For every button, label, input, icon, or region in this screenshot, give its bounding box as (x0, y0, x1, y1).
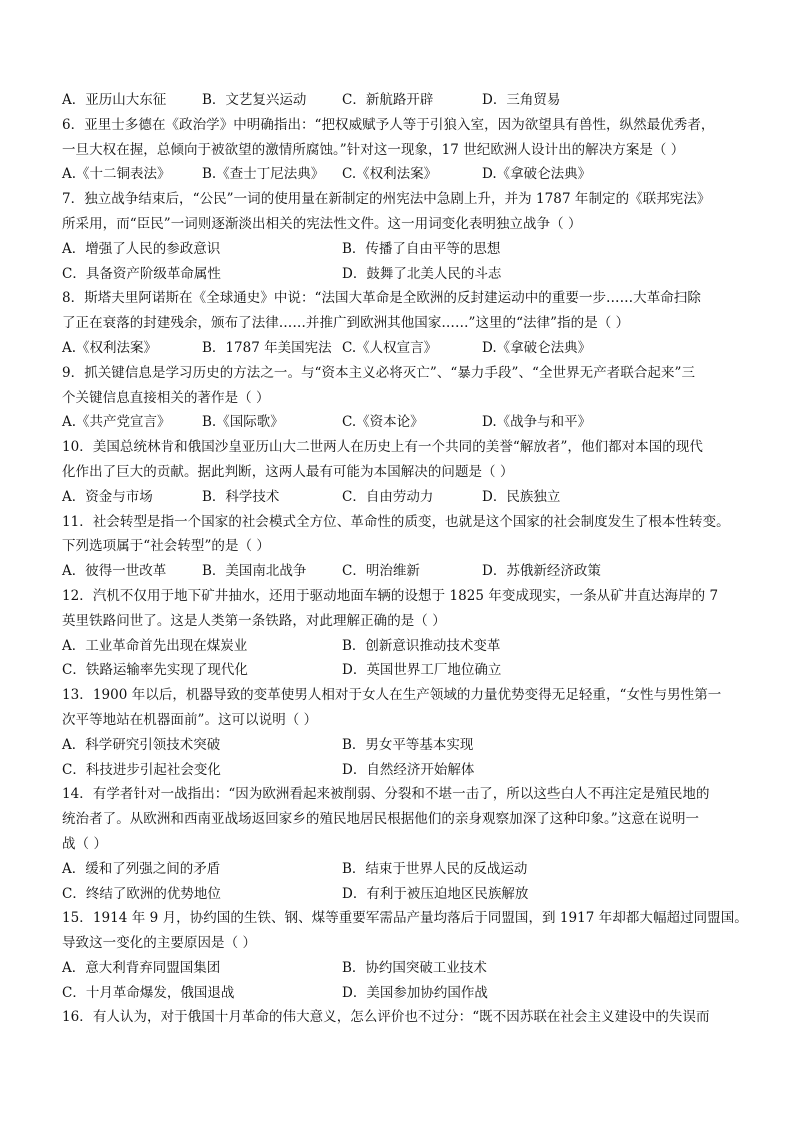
q5-option-a[interactable]: A．亚历山大东征 (62, 92, 167, 108)
q13-options-row-2 (62, 758, 742, 783)
q9-option-a[interactable]: A.《共产党宣言》 (62, 414, 171, 431)
q6-options (62, 162, 742, 187)
q7-stem-line-1: 7．独立战争结束后，“公民”一词的使用量在新制定的州宪法中急剧上升，并为 1787 年制定的《联邦宪法》 (62, 191, 711, 208)
q9-option-c[interactable]: C.《资本论》 (342, 414, 424, 431)
q14-options-row-2 (62, 882, 742, 907)
question-7 (62, 187, 742, 286)
q10-option-a[interactable]: A．资金与市场 (62, 488, 153, 505)
q7-option-b[interactable]: B．传播了自由平等的思想 (342, 240, 501, 257)
q8-options (62, 336, 742, 361)
q7-option-d[interactable]: D．鼓舞了北美人民的斗志 (342, 265, 502, 282)
q14-stem-line-2: 统治者了。从欧洲和西南亚战场返回家乡的殖民地居民根据他们的亲身观察加深了这种印象。”这意在说明一 (62, 811, 700, 828)
q9-option-b[interactable]: B.《国际歌》 (202, 414, 284, 431)
q12-option-a[interactable]: A．工业革命首先出现在煤炭业 (62, 637, 248, 654)
q13-stem-line-2: 次平等地站在机器面前”。这可以说明（ ） (62, 711, 318, 728)
q7-options-row-1 (62, 237, 742, 262)
q7-options-row-2 (62, 262, 742, 287)
q14-option-c[interactable]: C．终结了欧洲的优势地位 (62, 885, 221, 902)
question-14 (62, 782, 742, 906)
q13-option-c[interactable]: C．科技进步引起社会变化 (62, 761, 221, 778)
q8-option-b[interactable]: B．1787 年美国宪法 (202, 339, 332, 356)
q7-stem-line-2: 所采用，而“臣民”一词则逐渐淡出相关的宪法性文件。这一用词变化表明独立战争（ ） (62, 215, 582, 232)
q11-stem-line-2: 下列选项属于“社会转型”的是（ ） (62, 538, 270, 555)
question-12 (62, 584, 742, 683)
q9-stem-line-2: 个关键信息直接相关的著作是（ ） (62, 389, 270, 406)
q12-option-b[interactable]: B．创新意识推动技术变革 (342, 637, 501, 654)
q13-option-b[interactable]: B．男女平等基本实现 (342, 736, 474, 753)
q7-option-a[interactable]: A．增强了人民的参政意识 (62, 240, 221, 257)
q15-options-row-1 (62, 956, 742, 981)
q10-stem-line-2: 化作出了巨大的贡献。据此判断，这两人最有可能为本国解决的问题是（ ） (62, 463, 514, 480)
q11-option-d[interactable]: D．苏俄新经济政策 (482, 563, 601, 580)
q9-stem-line-1: 9．抓关键信息是学习历史的方法之一。与“资本主义必将灭亡”、“暴力手段”、“全世界无产者联合起来”三 (62, 364, 695, 381)
q5-option-b[interactable]: B．文艺复兴运动 (202, 92, 307, 108)
q11-option-a[interactable]: A．彼得一世改革 (62, 563, 167, 580)
q12-option-d[interactable]: D．英国世界工厂地位确立 (342, 662, 502, 679)
q7-option-c[interactable]: C．具备资产阶级革命属性 (62, 265, 221, 282)
q5-option-d[interactable]: D．三角贸易 (482, 92, 561, 108)
q14-option-b[interactable]: B．结束于世界人民的反战运动 (342, 860, 528, 877)
q9-option-d[interactable]: D.《战争与和平》 (482, 414, 592, 431)
q15-options-row-2 (62, 981, 742, 1006)
question-16 (62, 1005, 742, 1030)
q6-option-a[interactable]: A.《十二铜表法》 (62, 166, 171, 183)
q12-stem-line-1: 12．汽机不仅用于地下矿井抽水，还用于驱动地面车辆的设想于 1825 年变成现实，一条从矿井直达海岸的 7 (62, 587, 719, 604)
q15-option-d[interactable]: D．美国参加协约国作战 (342, 984, 488, 1001)
q13-option-a[interactable]: A．科学研究引领技术突破 (62, 736, 221, 753)
q15-option-c[interactable]: C．十月革命爆发，俄国退战 (62, 984, 235, 1001)
q11-stem-line-1: 11．社会转型是指一个国家的社会模式全方位、革命性的质变，也就是这个国家的社会制度发生了根本性转变。 (62, 513, 730, 530)
q10-stem-line-1: 10．美国总统林肯和俄国沙皇亚历山大二世两人在历史上有一个共同的美誉“解放者”，他们都对本国的现代 (62, 439, 703, 456)
question-9 (62, 361, 742, 435)
question-15 (62, 906, 748, 1005)
q15-option-a[interactable]: A．意大利背弃同盟国集团 (62, 959, 221, 976)
q5-option-c[interactable]: C．新航路开辟 (342, 92, 434, 108)
q9-options (62, 410, 742, 435)
q8-stem-line-1: 8．斯塔夫里阿诺斯在《全球通史》中说：“法国大革命是全欧洲的反封建运动中的重要一步……大革命扫除 (62, 290, 701, 307)
q14-options-row-1 (62, 857, 742, 882)
q11-option-b[interactable]: B．美国南北战争 (202, 563, 307, 580)
q8-option-a[interactable]: A.《权利法案》 (62, 339, 158, 356)
q6-option-d[interactable]: D.《拿破仑法典》 (482, 166, 592, 183)
question-6 (62, 113, 742, 187)
q10-option-d[interactable]: D．民族独立 (482, 488, 561, 505)
q14-option-d[interactable]: D．有利于被压迫地区民族解放 (342, 885, 529, 902)
q8-option-d[interactable]: D.《拿破仑法典》 (482, 339, 592, 356)
q8-stem-line-2: 了正在衰落的封建残余，颁布了法律……并推广到欧洲其他国家……”这里的“法律”指的是（ ） (62, 315, 630, 332)
q12-options-row-2 (62, 658, 742, 683)
q11-option-c[interactable]: C．明治维新 (342, 563, 420, 580)
question-8 (62, 286, 742, 360)
question-10 (62, 435, 742, 509)
q12-stem-line-2: 英里铁路问世了。这是人类第一条铁路，对此理解正确的是（ ） (62, 612, 446, 629)
q10-option-b[interactable]: B．科学技术 (202, 488, 280, 505)
question-11 (62, 510, 742, 584)
q6-option-c[interactable]: C.《权利法案》 (342, 166, 438, 183)
q13-option-d[interactable]: D．自然经济开始解体 (342, 761, 475, 778)
exam-page (62, 88, 748, 1030)
q15-option-b[interactable]: B．协约国突破工业技术 (342, 959, 487, 976)
q15-stem-line-1: 15．1914 年 9 月，协约国的生铁、钢、煤等重要军需品产量均落后于同盟国，到 1917 年却都大幅超过同盟国。 (62, 910, 748, 927)
q14-stem-line-1: 14．有学者针对一战指出：“因为欧洲看起来被削弱、分裂和不堪一击了，所以这些白人不再注定是殖民地的 (62, 786, 710, 803)
q12-options-row-1 (62, 634, 742, 659)
q14-stem-line-3: 战（ ） (62, 835, 107, 852)
q6-stem-line-1: 6．亚里士多德在《政治学》中明确指出：“把权威赋予人等于引狼入室，因为欲望具有兽性，纵然最优秀者， (62, 116, 715, 133)
question-13 (62, 683, 742, 782)
q16-stem-line-1: 16．有人认为，对于俄国十月革命的伟大意义，怎么评价也不过分：“既不因苏联在社会主义建设中的失误而 (62, 1009, 710, 1026)
q13-options-row-1 (62, 733, 742, 758)
q6-stem-line-2: 一旦大权在握，总倾向于被欲望的激情所腐蚀。”针对这一现象，17 世纪欧洲人设计出的解决方案是（ ） (62, 141, 685, 158)
q15-stem-line-2: 导致这一变化的主要原因是（ ） (62, 935, 257, 952)
q12-option-c[interactable]: C．铁路运输率先实现了现代化 (62, 662, 248, 679)
q10-option-c[interactable]: C．自由劳动力 (342, 488, 434, 505)
q10-options (62, 485, 742, 510)
q8-option-c[interactable]: C.《人权宣言》 (342, 339, 438, 356)
q14-option-a[interactable]: A．缓和了列强之间的矛盾 (62, 860, 221, 877)
q6-option-b[interactable]: B.《查士丁尼法典》 (202, 166, 325, 183)
q11-options (62, 559, 742, 584)
q5-options (62, 88, 742, 113)
q13-stem-line-1: 13．1900 年以后，机器导致的变革使男人相对于女人在生产领域的力量优势变得无足轻重，“女性与男性第一 (62, 687, 722, 704)
